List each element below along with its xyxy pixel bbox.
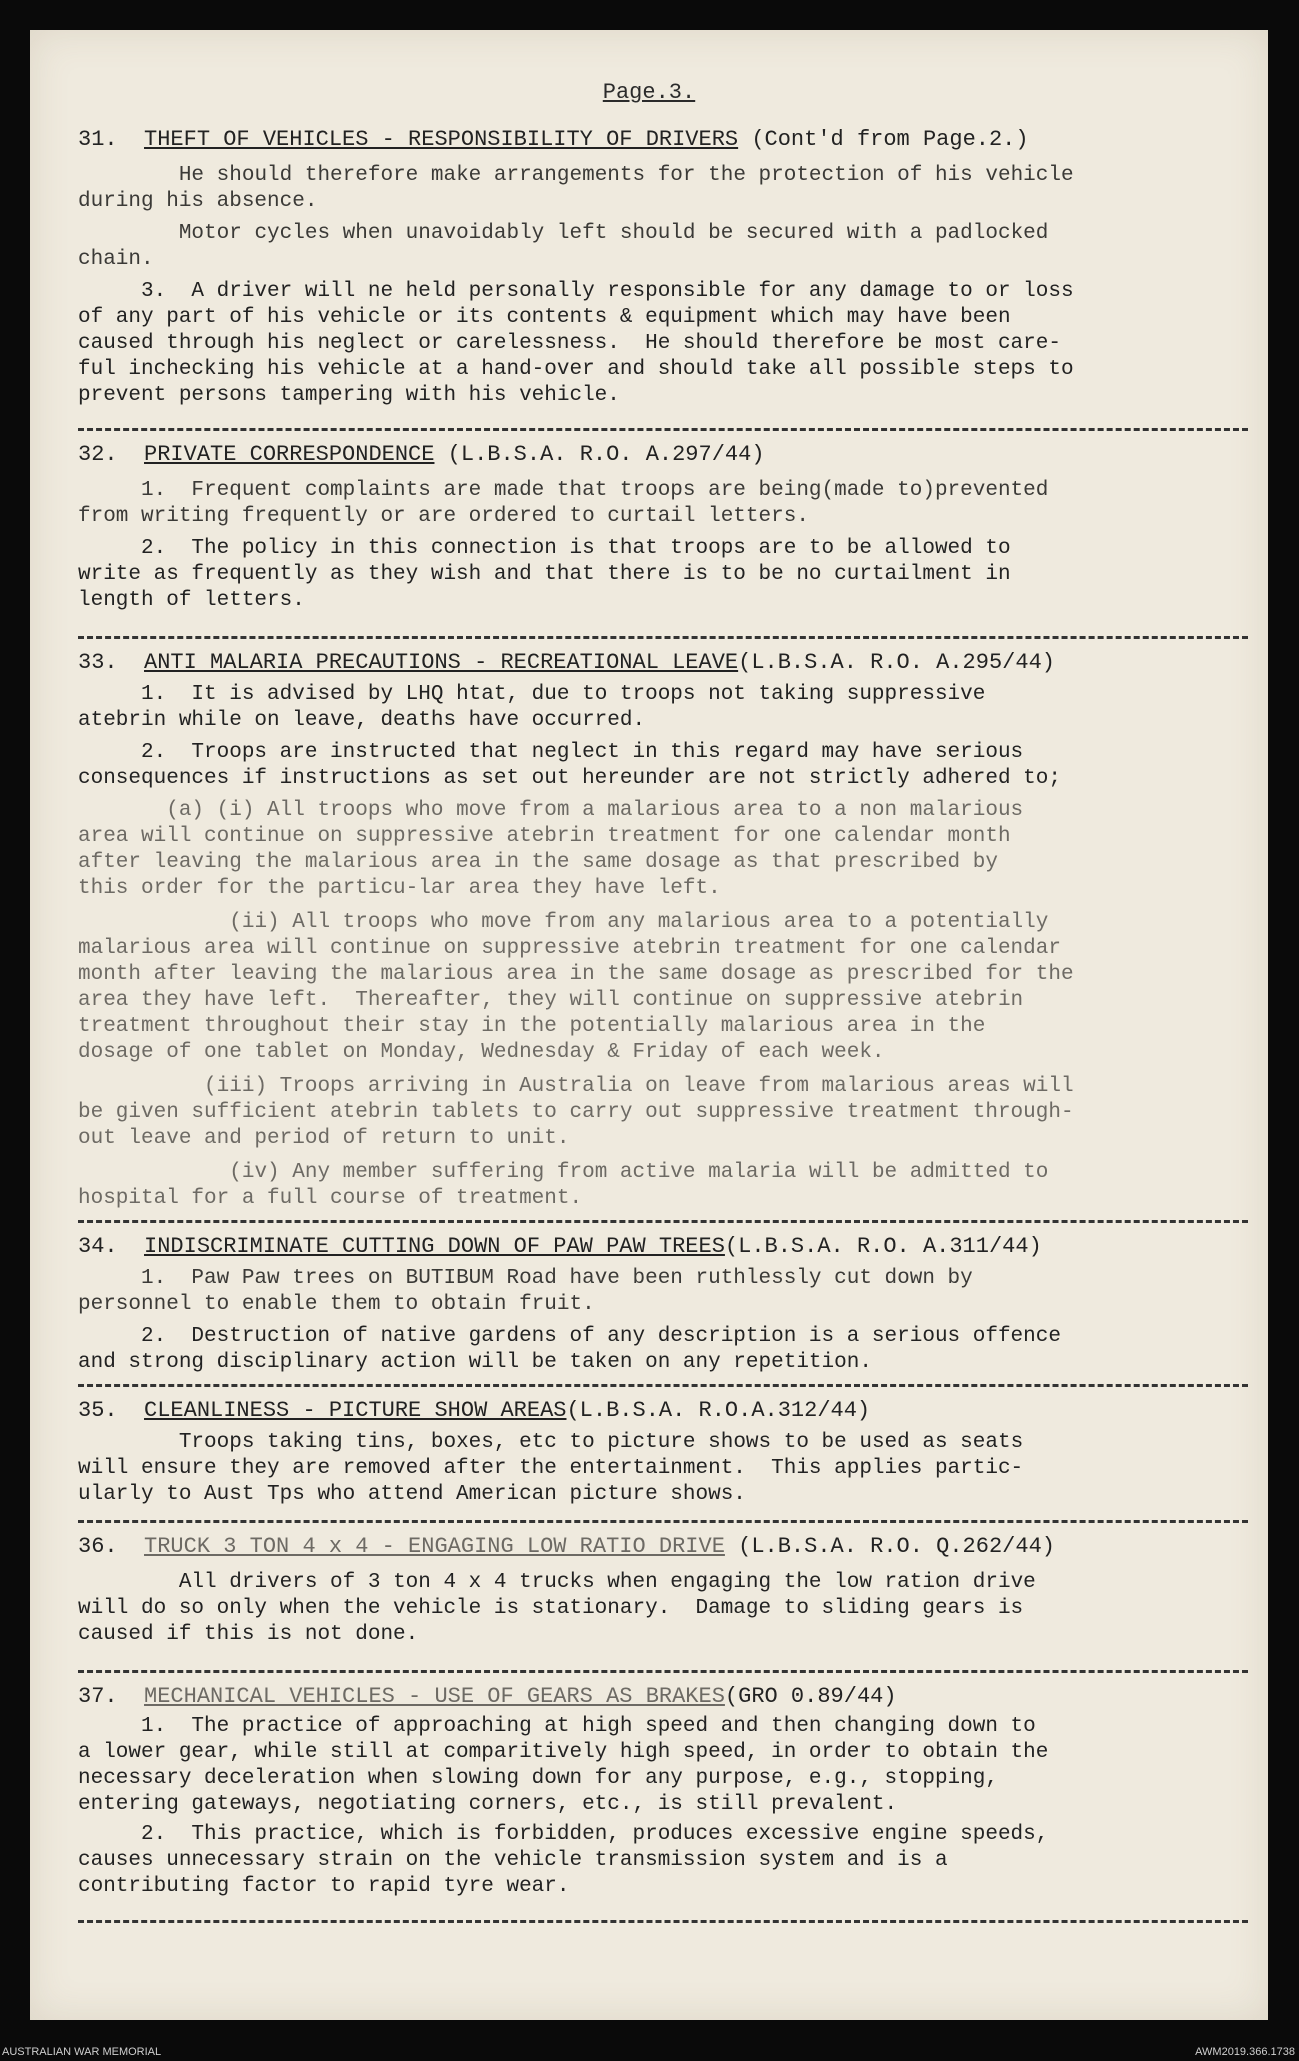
section-reference: (GRO 0.89/44)	[724, 1684, 897, 1709]
section-number: 36.	[78, 1534, 118, 1559]
paragraph: (a) (i) All troops who move from a malarious area to a non malarious area will continue on suppressive atebrin treatment for one calendar month after leaving the malarious area in the same dosage as that prescribed by this order for the particu-lar area they have left.	[78, 799, 1024, 900]
section-reference: (Cont'd from Page.2.)	[751, 127, 1029, 152]
section-divider	[78, 1670, 1248, 1673]
paragraph: Motor cycles when unavoidably left should be secured with a padlocked chain.	[78, 222, 1049, 271]
paragraph: 2. Destruction of native gardens of any description is a serious offence and strong disciplinary action will be taken on any repetition.	[78, 1325, 1061, 1374]
section-34	[78, 1232, 1268, 1376]
section-heading	[78, 1682, 1268, 1712]
section-31	[78, 125, 1268, 409]
section-divider	[78, 1920, 1248, 1923]
section-reference: (L.B.S.A. R.O.A.312/44)	[566, 1398, 871, 1423]
section-divider	[78, 636, 1248, 639]
paragraph: 1. The practice of approaching at high speed and then changing down to a lower gear, while still at comparitively high speed, in order to obtain the necessary deceleration when slowing down for any purpose, e.g., stopping, entering gateways, negotiating corners, etc., is still prevalent.	[78, 1715, 1049, 1816]
section-heading	[78, 440, 1268, 470]
paragraph: 2. This practice, which is forbidden, produces excessive engine speeds, causes unnecessary strain on the vehicle transmission system and is a contributing factor to rapid tyre wear.	[78, 1823, 1049, 1898]
footer-left: AUSTRALIAN WAR MEMORIAL	[2, 2046, 162, 2058]
footer-right: AWM2019.366.1738	[1195, 2046, 1295, 2058]
section-title: ANTI MALARIA PRECAUTIONS - RECREATIONAL LEAVE	[144, 650, 739, 675]
paragraph: 1. It is advised by LHQ htat, due to troops not taking suppressive atebrin while on leave, deaths have occurred.	[78, 683, 986, 732]
section-heading	[78, 1532, 1268, 1562]
section-title: MECHANICAL VEHICLES - USE OF GEARS AS BRAKES	[144, 1684, 725, 1709]
section-heading	[78, 1232, 1268, 1262]
section-title: THEFT OF VEHICLES - RESPONSIBILITY OF DRIVERS	[144, 127, 739, 152]
section-title: CLEANLINESS - PICTURE SHOW AREAS	[144, 1398, 567, 1423]
paragraph: (iii) Troops arriving in Australia on leave from malarious areas will be given sufficient atebrin tablets to carry out suppressive treatment through- out leave and period of return to unit.	[78, 1075, 1074, 1150]
section-reference: (L.B.S.A. R.O. Q.262/44)	[738, 1534, 1055, 1559]
paragraph: 3. A driver will ne held personally responsible for any damage to or loss of any part of his vehicle or its contents & equipment which may have been caused through his neglect or carelessness. He should therefore be most care- ful inchecking his vehicle at a hand-over and should take all possible steps to prevent persons tampering with his vehicle.	[78, 280, 1074, 407]
section-number: 35.	[78, 1398, 118, 1423]
document-page	[30, 30, 1268, 2020]
paragraph: 1. Paw Paw trees on BUTIBUM Road have been ruthlessly cut down by personnel to enable them to obtain fruit.	[78, 1267, 973, 1316]
section-32	[78, 440, 1268, 614]
section-title: TRUCK 3 TON 4 x 4 - ENGAGING LOW RATIO DRIVE	[144, 1534, 725, 1559]
paragraph: He should therefore make arrangements for the protection of his vehicle during his absence.	[78, 164, 1074, 213]
section-37	[78, 1682, 1268, 1900]
paragraph: 1. Frequent complaints are made that troops are being(made to)prevented from writing frequently or are ordered to curtail letters.	[78, 479, 1049, 528]
section-number: 31.	[78, 127, 118, 152]
paragraph: (ii) All troops who move from any malarious area to a potentially malarious area will continue on suppressive atebrin treatment for one calendar month after leaving the malarious area in the same dosage as prescribed for the area they have left. Thereafter, they will continue on suppressive atebrin treatment throughout their stay in the potentially malarious area in the dosage of one tablet on Monday, Wednesday & Friday of each week.	[78, 911, 1074, 1064]
section-divider	[78, 1520, 1248, 1523]
section-divider	[78, 1220, 1248, 1223]
section-36	[78, 1532, 1268, 1648]
section-reference: (L.B.S.A. R.O. A.297/44)	[447, 442, 765, 467]
section-number: 37.	[78, 1684, 118, 1709]
paragraph: All drivers of 3 ton 4 x 4 trucks when engaging the low ration drive will do so only when the vehicle is stationary. Damage to sliding gears is caused if this is not done.	[78, 1571, 1036, 1646]
section-title: INDISCRIMINATE CUTTING DOWN OF PAW PAW TREES	[144, 1234, 725, 1259]
section-number: 33.	[78, 650, 118, 675]
paragraph: 2. The policy in this connection is that troops are to be allowed to write as frequently as they wish and that there is to be no curtailment in length of letters.	[78, 537, 1011, 612]
section-35	[78, 1396, 1268, 1508]
paragraph: 2. Troops are instructed that neglect in this regard may have serious consequences if instructions as set out hereunder are not strictly adhered to;	[78, 741, 1061, 790]
page-title: Page.3.	[602, 80, 696, 105]
section-heading	[78, 1396, 1268, 1426]
paragraph: Troops taking tins, boxes, etc to picture shows to be used as seats will ensure they are removed after the entertainment. This applies partic- ularly to Aust Tps who attend American picture shows.	[78, 1431, 1024, 1506]
section-number: 34.	[78, 1234, 118, 1259]
section-title: PRIVATE CORRESPONDENCE	[144, 442, 435, 467]
section-divider	[78, 1384, 1248, 1387]
section-33	[78, 648, 1268, 1212]
paragraph: (iv) Any member suffering from active malaria will be admitted to hospital for a full course of treatment.	[78, 1161, 1049, 1210]
section-reference: (L.B.S.A. R.O. A.311/44)	[724, 1234, 1042, 1259]
section-divider	[78, 428, 1248, 431]
section-heading	[78, 648, 1268, 678]
section-heading	[78, 125, 1268, 155]
section-number: 32.	[78, 442, 118, 467]
section-reference: (L.B.S.A. R.O. A.295/44)	[738, 650, 1055, 675]
